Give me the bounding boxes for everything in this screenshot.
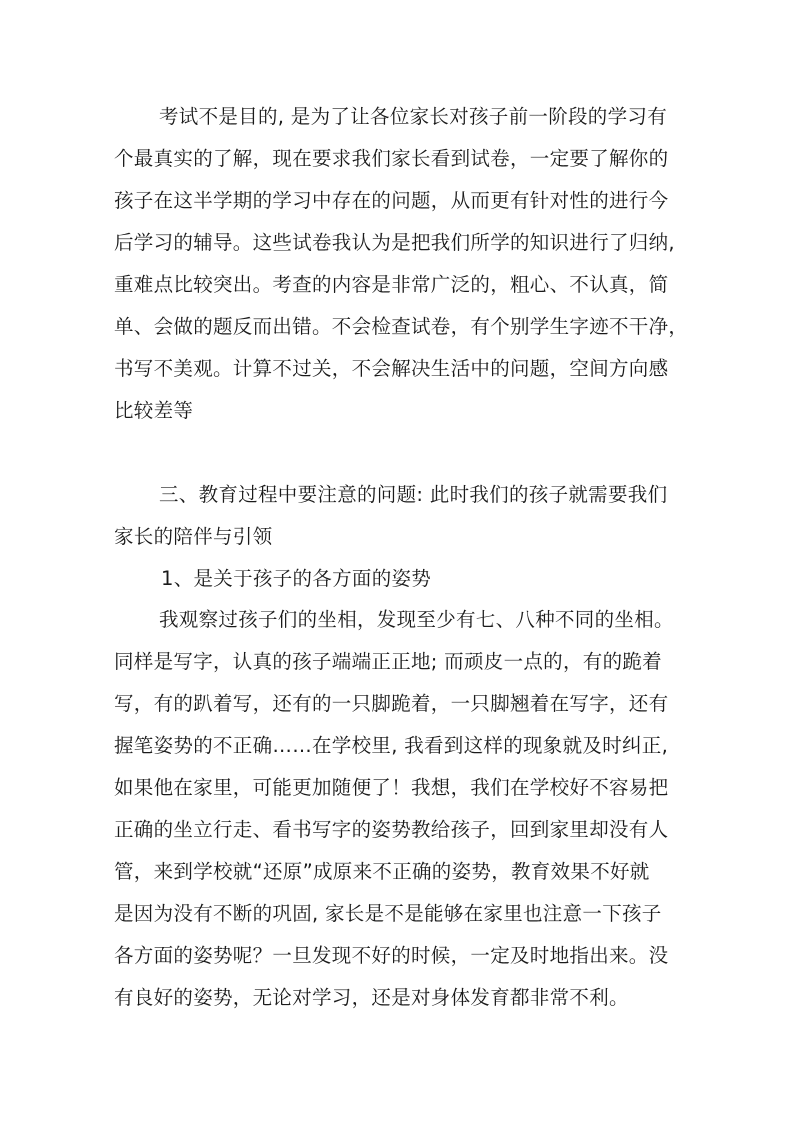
paragraph-1-line: 单、会做的题反而出错。不会检查试卷，有个别学生字迹不干净， (114, 315, 689, 338)
section-body-line: 是因为没有不断的巩固, 家长是不是能够在家里也注意一下孩子 (114, 902, 662, 925)
subheading: 1、是关于孩子的各方面的姿势 (161, 567, 432, 590)
section-heading-line: 三、教育过程中要注意的问题: 此时我们的孩子就需要我们 (159, 483, 668, 506)
section-body-line: 同样是写字，认真的孩子端端正正地; 而顽皮一点的，有的跪着 (114, 650, 662, 673)
section-body-line: 握笔姿势的不正确……在学校里, 我看到这样的现象就及时纠正, (114, 734, 669, 757)
paragraph-1-line: 比较差等 (114, 399, 194, 422)
paragraph-1-line: 孩子在这半学期的学习中存在的问题，从而更有针对性的进行今 (114, 189, 669, 212)
section-body-line: 管，来到学校就“还原”成原来不正确的姿势，教育效果不好就 (114, 860, 650, 883)
section-body-line: 如果他在家里，可能更加随便了！我想，我们在学校好不容易把 (114, 776, 669, 799)
paragraph-1-line: 书写不美观。计算不过关，不会解决生活中的问题，空间方向感 (114, 357, 669, 380)
section-body-line: 有良好的姿势，无论对学习，还是对身体发育都非常不利。 (114, 986, 629, 1009)
section-heading-line: 家长的陪伴与引领 (114, 525, 273, 548)
section-body-line: 我观察过孩子们的坐相，发现至少有七、八种不同的坐相。 (159, 608, 674, 631)
section-body-line: 写，有的趴着写，还有的一只脚跪着，一只脚翘着在写字，还有 (114, 692, 669, 715)
paragraph-1-line: 个最真实的了解，现在要求我们家长看到试卷，一定要了解你的 (114, 147, 669, 170)
paragraph-1-line: 后学习的辅导。这些试卷我认为是把我们所学的知识进行了归纳, (114, 231, 675, 254)
section-body-line: 正确的坐立行走、看书写字的姿势教给孩子，回到家里却没有人 (114, 818, 669, 841)
paragraph-1-line: 重难点比较突出。考查的内容是非常广泛的，粗心、不认真，简 (114, 273, 669, 296)
paragraph-1-line: 考试不是目的, 是为了让各位家长对孩子前一阶段的学习有 (159, 105, 667, 128)
section-body-line: 各方面的姿势呢？一旦发现不好的时候，一定及时地指出来。没 (114, 944, 669, 967)
